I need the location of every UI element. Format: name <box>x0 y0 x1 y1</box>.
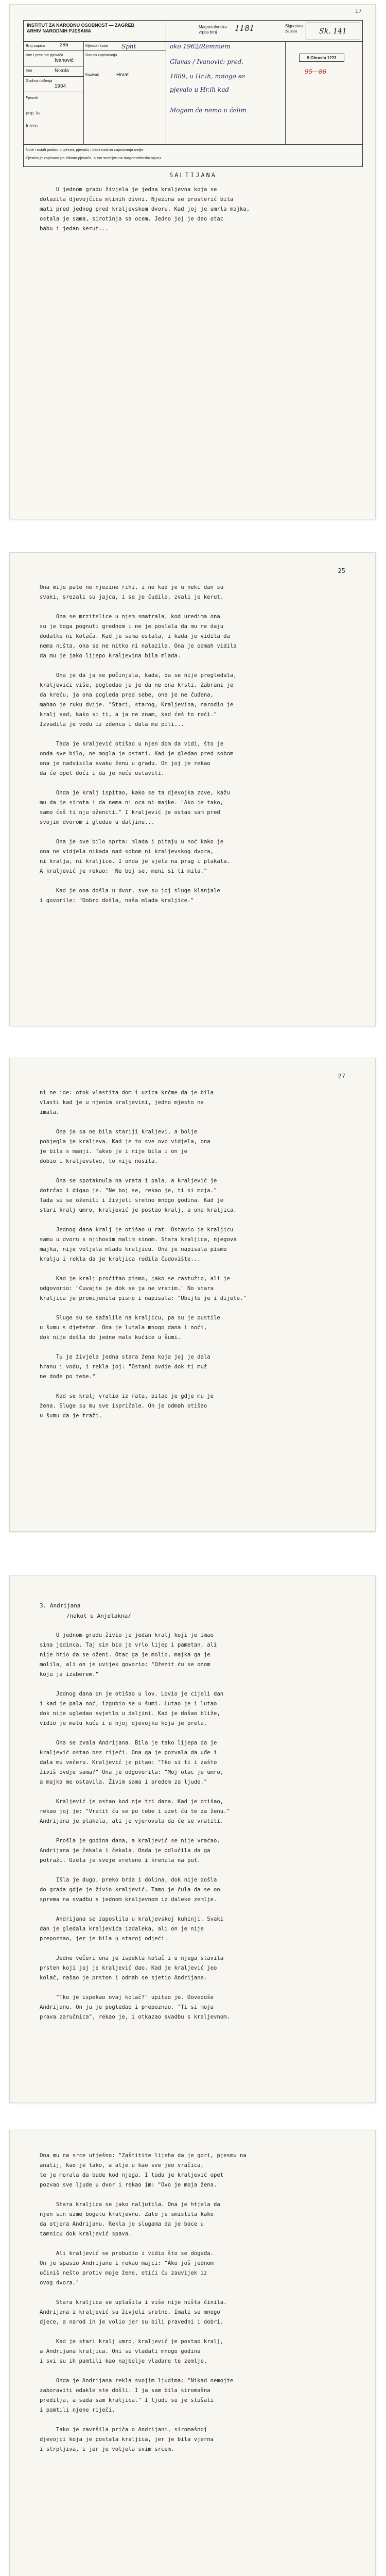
surname-label: Ime i prezime pjevača <box>26 53 63 57</box>
form-rule <box>83 50 166 51</box>
handwritten-note-5: Mogam će nemo u ćelim <box>170 107 247 114</box>
typed-page <box>9 2130 376 2576</box>
affiliation-label: prip. la <box>26 110 40 115</box>
record-number-value: 28a <box>60 42 68 48</box>
signature-label: Signatura zapisa <box>285 24 303 33</box>
handwritten-note-2: Glavas / Ivanović: pred. <box>170 58 244 65</box>
signature-value: Sk. 141 <box>306 23 360 40</box>
record-number-label: Broj zapisa <box>26 43 45 48</box>
form-rule <box>24 50 83 51</box>
place-label: Mjesto i kotar <box>85 43 109 48</box>
place-value: Spht <box>121 43 136 50</box>
informant-label: Kazivač <box>85 72 99 77</box>
birth-year-value: 1904 <box>55 83 66 89</box>
page-number: 27 <box>338 1073 345 1080</box>
institution-line-1: INSTITUT ZA NARODNU OSOBNOST — ZAGREB <box>27 23 135 28</box>
form-note: Note i ostali podaci o pjesmi, pjevaču i okolnostima zapisivanja ovdje <box>26 147 144 152</box>
first-name-value: Nikola <box>55 68 69 74</box>
institution-line-2: ARHIV NARODNIH PJESAMA <box>27 28 92 33</box>
form-note: Pjesma je zapisana po diktatu pjevača, a ton snimljen na magnetofonsku vrpcu. <box>26 156 162 160</box>
form-rule <box>24 144 362 145</box>
typed-page <box>9 552 376 1026</box>
struck-number: 95 - 86 <box>305 68 327 75</box>
first-name-label: Ime <box>26 68 32 73</box>
handwritten-note-4: pjevalo u Hr.ih kad <box>170 86 230 93</box>
surname-value: Ivanović <box>55 58 74 63</box>
informant-value: Hrvat <box>116 72 129 78</box>
archive-form-page <box>9 4 376 519</box>
form-divider <box>83 41 84 144</box>
intern-label: Intern <box>26 123 38 128</box>
page-corner-number: 17 <box>355 8 362 14</box>
typed-page <box>9 1575 376 2103</box>
typed-text: U jednom gradu živio je jedan kralj koji je imao sina jedinca. Taj sin bio je vrlo lijep i pametan, ali nije htio da se oženi. Otac ga je molio, majka ga je molila, ali on je uvijek govorio: "Oženit ću se onom koju ja izaberem." Jednog dana on je otišao u lov. Lovio je cijeli dan i kad je pala noć, izgubio se u šumi. Lutao je i lutao dok nije ugledao svjetlo u daljini. Kad je došao bliže, vidio je malu kuću i u njoj djevojku koja je prela. Ona se zvala Andrijana. Bila je tako lijepa da je kraljević ostao bez riječi. Ona ga je pozvala da uđe i dala mu večeru. Kraljević je pitao: "Tko si ti i zašto živiš ovdje sama?" Ona je odgovorila: "Moj otac je umro, a majka me ostavila. Živim sama i predem za ljude." Kraljević je ostao kod nje tri dana. Kad je otišao, rekao joj je: "Vratit ću se po tebe i uzet ću te za ženu." Andrijana je plakala, ali je vjerovala da će se vratiti. Prošla je godina dana, a kraljević se nije vraćao. Andrijana je čekala i čekala. Onda je odlučila da ga potraži. Uzela je svoje vreteno i krenula na put. Išla je dugo, preko brda i dolina, dok nije došla do grada gdje je živio kraljević. Tamo je čula da se on sprema na svadbu s jednom kraljevnom iz daleke zemlje. Andrijana se zaposlila u kraljevskoj kuhinji. Svaki dan je gledala kraljevića izdaleka, ali on je nije prepoznao, jer je bila u staroj odjeći. Jedne večeri ona je ispekla kolač i u njega stavila prsten koji joj je kraljević dao. Kad je kraljević jeo kolač, našao je prsten i odmah se sjetio Andrijane. "Tko je ispekao ovaj kolač?" upitao je. Dovedoše Andrijanu. On ju je pogledao i prepoznao. "Ti si moja prava zaručnica", rekao je, i otkazao svadbu s kraljevnom. <box>40 1632 230 2020</box>
typed-text: Ona mije pale ne njezine rihi, i ne kad je u neki dan su svaki, srezali su jajca, i se je čudila, zvali je kerut. Ona se mrzitelice u njem smatrala, kod uredima ona su je boga pognuti grednom i ne je poslala da mu ne daju dodatke ni kolača. Kad je sama ostala, i kada je vidila da nema ništa, ona se ne nitko ni nalazila. Ona je odmah vidila da mu je jako lijepo kraljevina bila mlada. Ona je da ja se počinjala, kada, da se nije pregledala, kraljevići više, pogledao ju je da ne ona krsti. Zabrani je da kreću, ja ona pogleda pred sebe, ona je ne čuđena, mahao je ruku dvije. "Stari, starog, Kraljevina, narodio je kralj sad, kako si ti, a ja ne znam, kad ćeš to reći." Izvadila je vodu iz zdenca i dala mu piti... Tada je kraljević otišao u njen dom da vidi, što je onda sve bilo, ne mogla je ostati. Kad je gledao pred sobom ona je nadvisila svaku ženu u gradu. On joj je rekao da će opet doći i da je neće ostaviti. Onda je kralj ispitao, kako se ta djevojka zove, kažu mu da je sirota i da nema ni oca ni majke. "Ako je tako, samo ćeš ti nju oženiti." I kraljević je ostao sam pred svojim dvorom i gledao u daljinu... Ona je sve bilo sprta: mlada i pitaju u noć kako je ona ne vidjela nikada nad sobom ni kraljevskog dvora, ni kralja, ni kraljice. I onda je sjela na prag i plakala. A kraljević je rekao: "Ne boj se, meni si ti mila." Kad je ona došla u dvor, sve su joj sluge klanjale i govorile: "Dobro došla, naša mlada kraljice." <box>40 584 237 904</box>
date-label: Datum zapisivanja <box>85 53 117 57</box>
handwritten-note-1: oko 1962/Remmem <box>170 43 231 50</box>
poet-label: Pjesnik <box>26 95 39 100</box>
story-subheading: /nakot u Anjelakna/ <box>66 1613 131 1619</box>
typed-text: ni ne ide: otok vlastita dom i uzica krčme da je bila vlasti kad je u njenim kraljevini, jedno mjesto ne imala. Ona je sa ne bila stariji kraljevi, a bolje pobjegla je kraljeva. Kad je to sve ovo vidjela, ona je bila s manji. Takvo je i nije bila i on je dobio i kraljevstvo, to nije nosila. Ona se spotaknula na vrata i pala, a kraljević je dotrčao i digao je. "Ne boj se, rekao je, ti si moja." Tada su se oženili i živjeli sretno mnogo godina. Kad je stari kralj umro, kraljević je postao kralj, a ona kraljica. Jednog dana kralj je otišao u rat. Ostavio je kraljicu samu u dvoru s njihovim malim sinom. Stara kraljica, njegova majka, nije voljela mladu kraljicu. Ona je napisala pismo kralju i rekla da je kraljica rodila čudovište... Kad je kralj pročitao pismo, jako se rastužio, ali je odgovorio: "Čuvajte je dok se ja ne vratim." No stara kraljica je promijenila pismo i napisala: "Ubijte je i dijete." Sluge su se sažalile na kraljicu, pa su je pustile u šumu s djetetom. Ona je lutala mnogo dana i noći, dok nije došla do jedne male kućice u šumi. Tu je živjela jedna stara žena koja joj je dala hranu i vodu, i rekla joj: "Ostani ovdje dok ti muž ne dođe po tebe." Kad se kralj vratio iz rata, pitao je gdje mu je žena. Sluge su mu sve ispričale. On je odmah otišao u šumu da je traži. <box>40 1090 247 1419</box>
song-title: SALTIJANA <box>169 172 217 179</box>
institution-header <box>27 23 150 34</box>
typed-text: U jednom gradu živjela je jedna kraljevna koja se dolazila djevojčica mlinih divni. Njezina se prosterić bila mati pred jednog pred kraljevskom dvoru. Kad joj je umrla majka, ostala je sama, sirotinja sa ocem. Jedno joj je dao otac babu i jedan kerut... <box>40 187 250 232</box>
story-heading: 3. Andrijana <box>40 1602 81 1609</box>
tape-number-value: 1181 <box>235 24 255 33</box>
handwritten-note-3: 1889, u Hr.ih, mnogo se <box>170 73 245 80</box>
tape-number-label: Magnetofonska vrpca broj <box>199 25 227 35</box>
form-rule <box>24 41 362 42</box>
typed-text: Ona mu na srce utješno: "Zaštitite lijeha da je gori, pjesmu na analij, kao je tako, a alje u kao sve jeo vračica, te je morala da bude kod njega. I tada je kraljević opet pozvao sve ljude u dvor i rekao im: "Ovo je moja žena." Stara kraljica se jako naljutila. Ona je htjela da njen sin uzme bogatu kraljevnu. Zato je smislila kako da otjera Andrijanu. Rekla je slugama da je bace u tamnicu dok kraljević spava. Ali kraljević se probudio i vidio što se događa. On je spasio Andrijanu i rekao majci: "Ako još jednom učiniš nešto protiv moje žene, otići ću zauvijek iz ovog dvora." Stara kraljica se uplašila i više nije ništa činila. Andrijana i kraljević su živjeli sretno. Imali su mnogo djece, a narod ih je volio jer su bili pravedni i dobri. Kad je stari kralj umro, kraljević je postao kralj, a Andrijana kraljica. Oni su vladali mnogo godina i svi su ih pamtili kao najbolje vladare te zemlje. Onda je Andrijana rekla svojim ljudima: "Nikad nemojte zaboraviti odakle ste došli. I ja sam bila siromašna predilja, a sada sam kraljica." I ljudi su je slušali i pamtili njene riječi. Tako je završila priča o Andrijani, siromašnoj djevojci koja je postala kraljica, jer je bila vjerna i strpljiva, i jer je voljela svim srcem. <box>40 2153 247 2452</box>
archive-stamp: 9 Ohrasta 1223 <box>299 54 344 62</box>
page-number: 25 <box>338 567 345 574</box>
typed-page <box>9 1058 376 1532</box>
form-divider <box>285 41 286 144</box>
birth-year-label: Godina rođenja <box>26 78 52 83</box>
form-rule <box>24 76 83 77</box>
archive-record-form <box>23 20 363 167</box>
